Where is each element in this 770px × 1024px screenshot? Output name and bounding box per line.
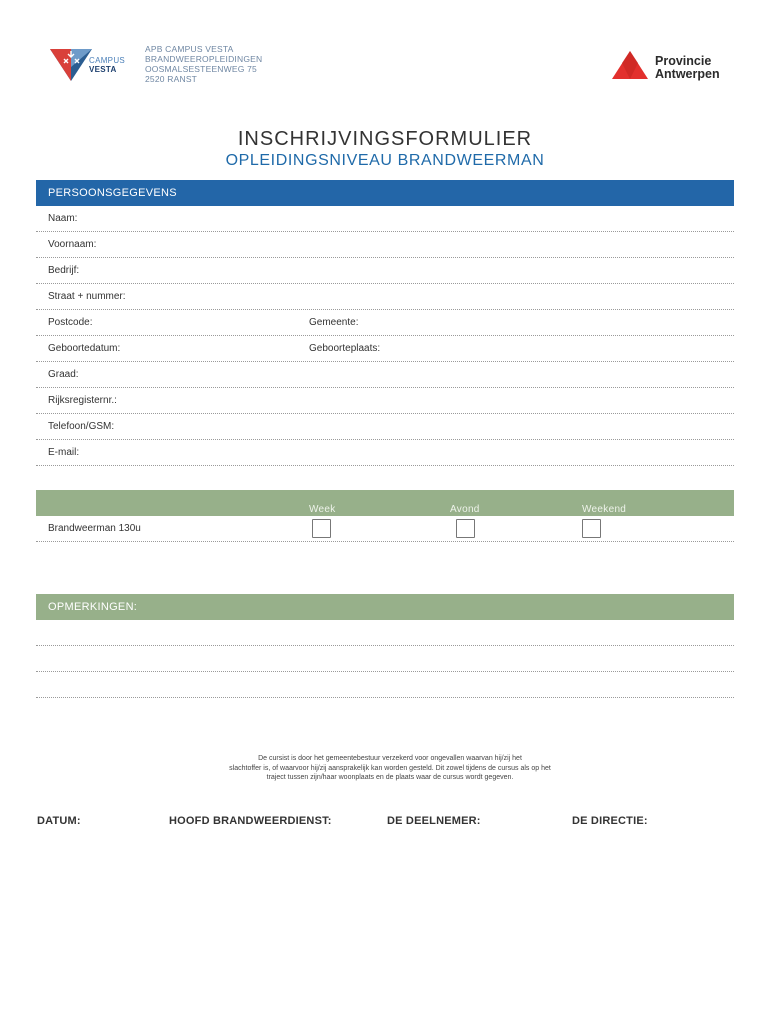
field-rijksregisternr[interactable] (36, 388, 734, 414)
remarks-line-3[interactable] (36, 672, 734, 698)
course-schedule-header (36, 490, 734, 516)
signature-label-hoofd-brandweerdienst: HOOFD BRANDWEERDIENST: (169, 815, 332, 827)
field-email[interactable] (36, 440, 734, 466)
field-geboortedatum-geboorteplaats[interactable] (36, 336, 734, 362)
insurance-disclaimer: De cursist is door het gemeentebestuur verzekerd voor ongevallen waarvan hij/zij het slachtoffer is, of waarvoor hij/zij aansprakelijk kan worden gesteld. Dit zowel tijdens de cursus als op het traject tussen zijn/haar woonplaats en de plaats waar de cursus wordt gegeven. (229, 755, 551, 781)
signature-label-deelnemer: DE DEELNEMER: (387, 815, 481, 827)
field-label: E-mail: (48, 447, 80, 458)
signature-label-datum: DATUM: (37, 815, 81, 827)
field-label-geboortedatum: Geboortedatum: (48, 343, 121, 354)
field-postcode-gemeente[interactable] (36, 310, 734, 336)
remarks-line-1[interactable] (36, 620, 734, 646)
field-telefoon-gsm[interactable] (36, 414, 734, 440)
column-avond: Avond (450, 504, 480, 515)
campus-vesta-wordmark: CAMPUS VESTA (89, 56, 126, 74)
form-subtitle: OPLEIDINGSNIVEAU BRANDWEERMAN (225, 152, 545, 169)
section-header-opmerkingen: OPMERKINGEN: (36, 594, 734, 620)
provincie-antwerpen-logo (612, 51, 648, 79)
course-label: Brandweerman 130u (48, 523, 141, 534)
section-header-persoonsgegevens: PERSOONSGEGEVENS (36, 180, 734, 206)
field-label: Straat + nummer: (48, 291, 126, 302)
address-line: APB CAMPUS VESTA (145, 44, 234, 54)
field-graad[interactable] (36, 362, 734, 388)
field-label-postcode: Postcode: (48, 317, 93, 328)
field-label: Telefoon/GSM: (48, 421, 115, 432)
remarks-line-2[interactable] (36, 646, 734, 672)
field-label-geboorteplaats: Geboorteplaats: (309, 343, 381, 354)
field-label-gemeente: Gemeente: (309, 317, 359, 328)
field-label: Naam: (48, 213, 78, 224)
campus-vesta-logo (50, 47, 92, 83)
field-straat-nummer[interactable] (36, 284, 734, 310)
course-row-brandweerman (36, 516, 734, 542)
column-weekend: Weekend (582, 504, 627, 515)
address-line: 2520 RANST (145, 74, 198, 84)
signature-label-directie: DE DIRECTIE: (572, 815, 648, 827)
provincie-antwerpen-wordmark: Provincie Antwerpen (655, 54, 720, 81)
address-line: OOSMALSESTEENWEG 75 (145, 64, 257, 74)
field-label: Graad: (48, 369, 79, 380)
field-naam[interactable] (36, 206, 734, 232)
column-week: Week (309, 504, 336, 515)
checkbox-avond[interactable] (456, 519, 475, 538)
address-line: BRANDWEEROPLEIDINGEN (145, 54, 263, 64)
checkbox-week[interactable] (312, 519, 331, 538)
field-voornaam[interactable] (36, 232, 734, 258)
field-label: Bedrijf: (48, 265, 80, 276)
field-label: Rijksregisternr.: (48, 395, 117, 406)
checkbox-weekend[interactable] (582, 519, 601, 538)
page-header (0, 0, 770, 110)
form-title: INSCHRIJVINGSFORMULIER (237, 128, 533, 150)
field-bedrijf[interactable] (36, 258, 734, 284)
field-label: Voornaam: (48, 239, 97, 250)
address-block (145, 44, 262, 84)
